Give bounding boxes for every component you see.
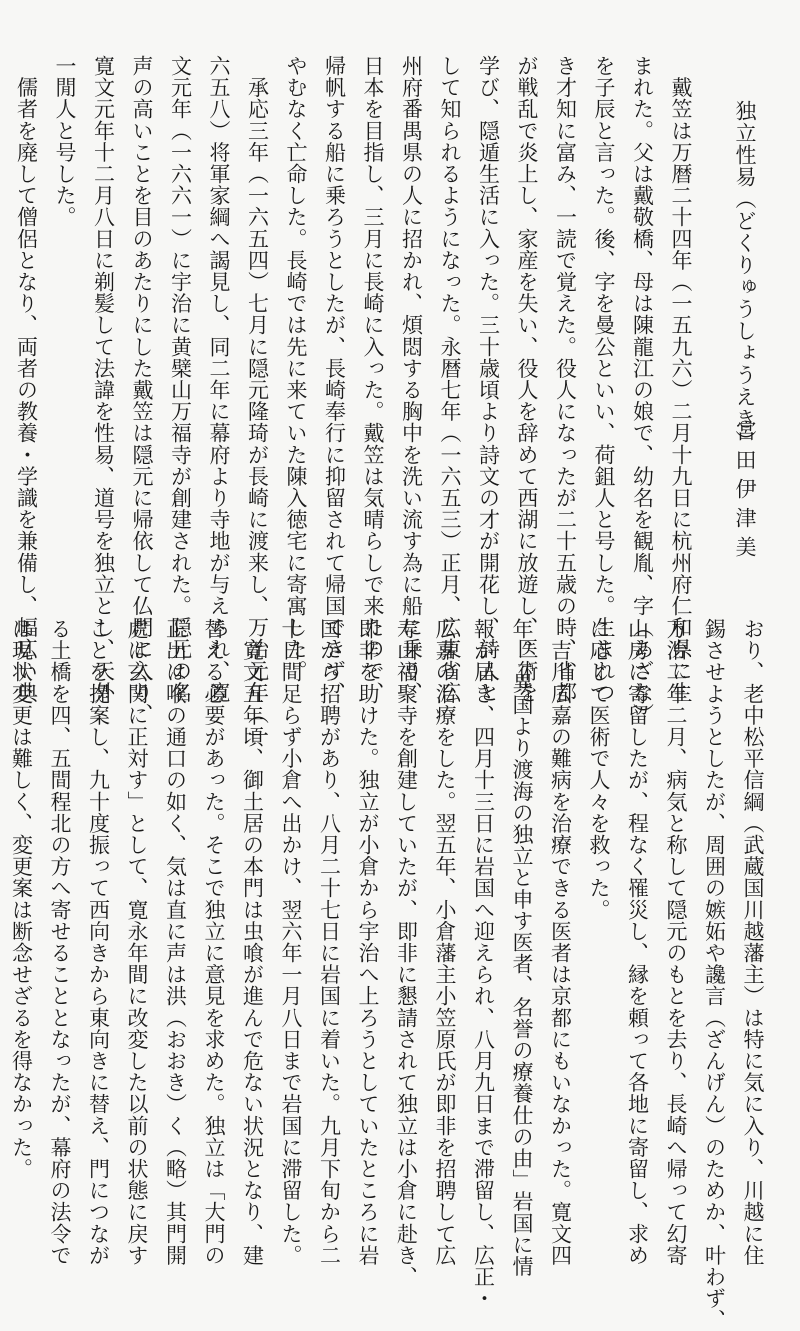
text-line: 吉川広嘉の難病を治療できる医者は京都にもいなかった。寛文四 — [548, 618, 573, 1266]
text-line: 六五八）将軍家綱へ謁見し、同二年に幕府より寺地が与えられ、寛 — [207, 55, 231, 703]
upper-text-block — [0, 55, 700, 747]
text-line: 一閒人と号した。 — [53, 55, 77, 228]
text-line: 寛文元年十二月八日に剃髪して法諱を性易、道号を独立とし、天外 — [91, 55, 116, 703]
text-line: が戦乱で炎上し、家産を失い、役人を辞めて西湖に放遊し、医術を — [515, 55, 539, 703]
text-line: 学び、隠遁生活に入った。三十歳頃より詩文の才が開花し、詩人と — [476, 55, 501, 703]
text-line — [0, 618, 2, 1178]
text-line: 十日間足らず小倉へ出かけ、翌六年一月八日まで岩国に滞留した。 — [279, 618, 303, 1266]
text-line: 戴笠は万暦二十四年（一五九六）二月十九日に杭州府仁和県に生 — [669, 55, 693, 703]
text-line: 広嘉の治療をした。翌五年、小倉藩主小笠原氏が即非を招聘して広 — [433, 618, 457, 1266]
text-line: して知られるようになった。永暦七年（一六五三）正月、広東省広 — [438, 55, 462, 703]
author-name: 宮田伊津美 — [733, 420, 757, 565]
text-line: 州府番禺県の人に招かれ、煩悶する胸中を洗い流す為に船に乗り、 — [399, 55, 424, 703]
text-line: は現状変更は難しく、変更案は断念せざるを得なかった。 — [9, 618, 34, 1180]
text-line: に応じて医術で人々を救った。 — [587, 618, 611, 921]
text-line: き才知に富み、一読で覚えた。役人になったが二十五歳の時、省都 — [553, 55, 578, 703]
text-line: 寛文五年頃、御土居の本門は虫喰が進んで危ない状況となり、建 — [240, 618, 265, 1266]
lower-text-block — [0, 618, 772, 1331]
text-line: 錫させようとしたが、周囲の嫉妬や讒言（ざんげん）のためか、叶わず、 — [702, 618, 727, 1331]
text-line: 万治二年二月、病気と称して隠元のもとを去り、長崎へ帰って幻寄 — [664, 618, 688, 1266]
text-line: 文元年（一六六一）に宇治に黄檗山万福寺が創建された。隠元の名 — [168, 55, 193, 703]
text-line: 山房に寄留したが、程なく罹災し、縁を頼って各地に寄留し、求め — [625, 618, 650, 1266]
text-line: 承応三年（一六五四）七月に隠元隆琦が長崎に渡来し、万治元年（一 — [245, 55, 270, 747]
text-line: 正出は喉の通口の如く、気は直に声は洪（おおき）く（略）其門開 — [163, 618, 188, 1266]
text-line: 處は玄関に正対す」として、寛永年間に改変した以前の状態に戻す — [125, 618, 149, 1266]
text-line: 帰帆する船に乗ろうとしたが、長崎奉行に抑留されて帰国できず、 — [322, 55, 347, 703]
text-line: 年、「異国より渡海の独立と申す医者、名誉の療養仕の由」岩国に情 — [510, 618, 534, 1278]
text-line: まれた。父は戴敬橋、母は陳龍江の娘で、幼名を観胤、字（あざな） — [630, 55, 655, 725]
text-line: 声の高いことを目のあたりにした戴笠は隠元に帰依して仏門に入り、 — [130, 55, 154, 725]
text-line: ことを提案し、九十度振って西向きから東向きに替え、門につなが — [86, 618, 111, 1266]
text-line: 国から招聘があり、八月二十七日に岩国に着いた。九月下旬から二 — [317, 618, 342, 1266]
text-line: やむなく亡命した。長崎では先に来ていた陳入徳宅に寄寓した。 — [284, 55, 308, 682]
text-line: 日本を目指し、三月に長崎に入った。戴笠は気晴らしで来たので、 — [361, 55, 385, 703]
text-line: 寿山福聚寺を創建していたが、即非に懇請されて独立は小倉に赴き、 — [394, 618, 419, 1288]
text-line: を子辰と言った。後、字を曼公といい、荷鉏人と号した。生まれつ — [592, 55, 616, 703]
text-line: 報が届き、四月十三日に岩国へ迎えられ、八月九日まで滞留し、広正・ — [471, 618, 496, 1310]
article-title: 独立性易（どくりゅうしょうえき） — [733, 100, 757, 452]
text-line: る土橋を四、五間程北の方へ寄せることとなったが、幕府の法令で — [48, 618, 72, 1266]
text-line: 即非を助けた。独立が小倉から宇治へ上ろうとしていたところに岩 — [356, 618, 380, 1266]
text-line: 替える必要があった。そこで独立に意見を求めた。独立は「大門の — [202, 618, 226, 1266]
text-line — [0, 55, 7, 595]
text-line: 儒者を廃して僧侶となり、両者の教養・学識を兼備し、幅広い典 — [14, 55, 39, 703]
text-line: おり、老中松平信綱（武蔵国川越藩主）は特に気に入り、川越に住 — [741, 618, 765, 1266]
